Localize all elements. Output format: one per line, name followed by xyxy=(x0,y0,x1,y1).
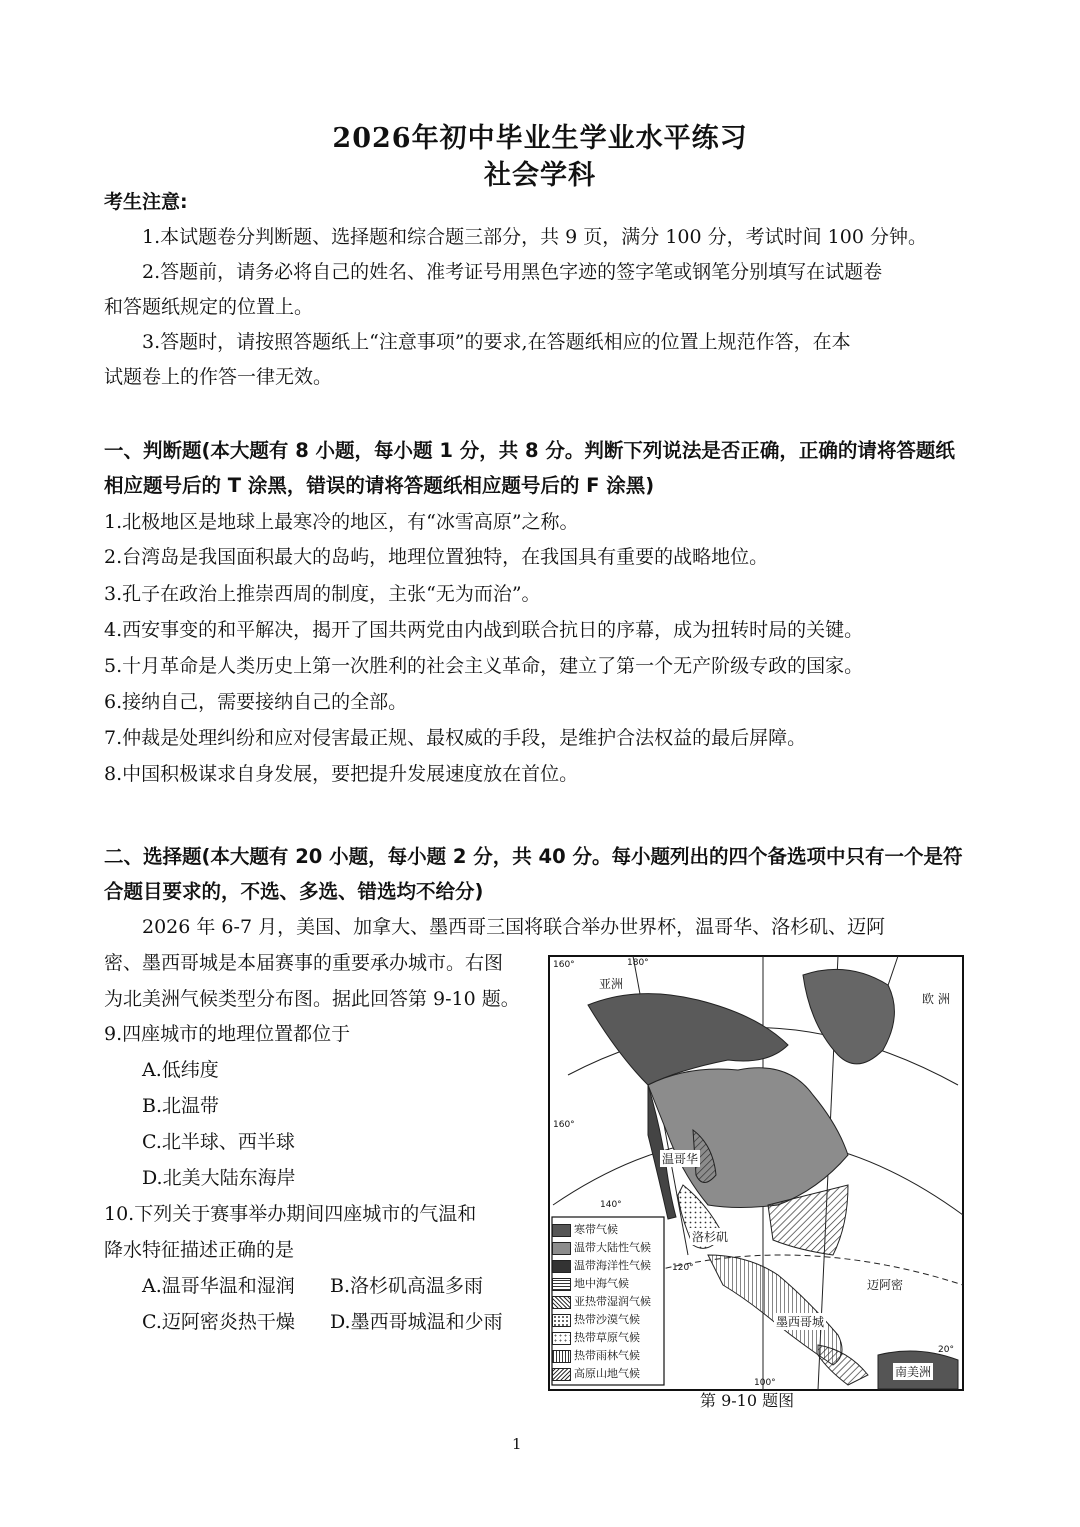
exam-title: 2026年初中毕业生学业水平练习 xyxy=(332,123,748,154)
page-number: 1 xyxy=(512,1435,522,1453)
question-intro-cont-2: 为北美洲气候类型分布图。据此回答第 9-10 题。 xyxy=(104,988,520,1010)
exam-subject: 社会学科 xyxy=(484,160,596,191)
legend-item: 高原山地气候 xyxy=(552,1365,640,1381)
question-intro-cont-1: 密、墨西哥城是本届赛事的重要承办城市。右图 xyxy=(104,952,504,974)
question-10-option-a: A.温哥华温和湿润 xyxy=(142,1275,295,1297)
map-degree-100: 100° xyxy=(754,1378,776,1388)
question-9-option-b: B.北温带 xyxy=(142,1095,220,1117)
legend-item: 地中海气候 xyxy=(552,1275,629,1291)
map-label-mexico-city: 墨西哥城 xyxy=(776,1315,825,1329)
question-10-option-b: B.洛杉矶高温多雨 xyxy=(330,1275,484,1297)
notice-item-3: 3.答题时，请按照答题纸上“注意事项”的要求,在答题纸相应的位置上规范作答，在本 xyxy=(142,331,851,353)
section2-header: 二、选择题(本大题有 20 小题，每小题 2 分，共 40 分。每小题列出的四个备选项中只有一个是符 xyxy=(104,845,963,868)
legend-item: 热带沙漠气候 xyxy=(552,1311,640,1327)
judgement-question-1: 1.北极地区是地球上最寒冷的地区，有“冰雪高原”之称。 xyxy=(104,511,579,533)
question-9-option-a: A.低纬度 xyxy=(142,1059,219,1081)
map-degree-180: 180° xyxy=(627,958,649,968)
question-10-option-d: D.墨西哥城温和少雨 xyxy=(330,1311,503,1333)
map-label-miami: 迈阿密 xyxy=(867,1278,904,1292)
section2-header-cont: 合题目要求的，不选、多选、错选均不给分) xyxy=(104,880,484,903)
question-10: 10.下列关于赛事举办期间四座城市的气温和 xyxy=(104,1203,477,1225)
question-9-option-c: C.北半球、西半球 xyxy=(142,1131,295,1153)
question-9-option-d: D.北美大陆东海岸 xyxy=(142,1167,296,1189)
judgement-question-3: 3.孔子在政治上推崇西周的制度，主张“无为而治”。 xyxy=(104,583,541,605)
map-label-vancouver: 温哥华 xyxy=(662,1152,699,1166)
section1-header: 一、判断题(本大题有 8 小题，每小题 1 分，共 8 分。判断下列说法是否正确，正确的请将答题纸 xyxy=(104,439,955,462)
judgement-question-2: 2.台湾岛是我国面积最大的岛屿，地理位置独特，在我国具有重要的战略地位。 xyxy=(104,546,769,568)
judgement-question-5: 5.十月革命是人类历史上第一次胜利的社会主义革命，建立了第一个无产阶级专政的国家。 xyxy=(104,655,864,677)
section1-header-cont: 相应题号后的 T 涂黑，错误的请将答题纸相应题号后的 F 涂黑) xyxy=(104,474,655,497)
map-degree-20: 20° xyxy=(938,1345,954,1355)
map-label-south-america: 南美洲 xyxy=(895,1365,932,1379)
map-label-los-angeles: 洛杉矶 xyxy=(692,1230,729,1244)
map-degree-160-west: 160° xyxy=(553,1120,575,1130)
notice-item-3-cont: 试题卷上的作答一律无效。 xyxy=(104,366,333,388)
judgement-question-6: 6.接纳自己，需要接纳自己的全部。 xyxy=(104,691,408,713)
notice-item-2: 2.答题前，请务必将自己的姓名、准考证号用黑色字迹的签字笔或钢笔分别填写在试题卷 xyxy=(142,261,883,283)
notice-item-2-cont: 和答题纸规定的位置上。 xyxy=(104,296,314,318)
legend-item: 热带雨林气候 xyxy=(552,1347,640,1363)
question-intro: 2026 年 6-7 月，美国、加拿大、墨西哥三国将联合举办世界杯，温哥华、洛杉矶、迈阿 xyxy=(142,916,886,938)
map-degree-160: 160° xyxy=(553,960,575,970)
legend-item: 热带草原气候 xyxy=(552,1329,640,1345)
legend-item: 寒带气候 xyxy=(552,1221,618,1237)
legend-item: 温带大陆性气候 xyxy=(552,1239,651,1255)
question-10-cont: 降水特征描述正确的是 xyxy=(104,1239,295,1261)
question-10-option-c: C.迈阿密炎热干燥 xyxy=(142,1311,295,1333)
map-degree-120: 120° xyxy=(672,1263,694,1273)
notice-heading: 考生注意: xyxy=(104,191,188,213)
legend-item: 温带海洋性气候 xyxy=(552,1257,651,1273)
legend-item: 亚热带湿润气候 xyxy=(552,1293,651,1309)
map-caption: 第 9-10 题图 xyxy=(700,1391,795,1410)
question-9: 9.四座城市的地理位置都位于 xyxy=(104,1023,351,1045)
judgement-question-7: 7.仲裁是处理纠纷和应对侵害最正规、最权威的手段，是维护合法权益的最后屏障。 xyxy=(104,727,807,749)
map-degree-140: 140° xyxy=(600,1200,622,1210)
map-label-europe: 欧 洲 xyxy=(922,992,950,1006)
judgement-question-8: 8.中国积极谋求自身发展，要把提升发展速度放在首位。 xyxy=(104,763,579,785)
map-label-asia: 亚洲 xyxy=(599,977,624,991)
judgement-question-4: 4.西安事变的和平解决，揭开了国共两党由内战到联合抗日的序幕，成为扭转时局的关键。 xyxy=(104,619,864,641)
notice-item-1: 1.本试题卷分判断题、选择题和综合题三部分，共 9 页，满分 100 分，考试时间 100 分钟。 xyxy=(142,226,927,248)
